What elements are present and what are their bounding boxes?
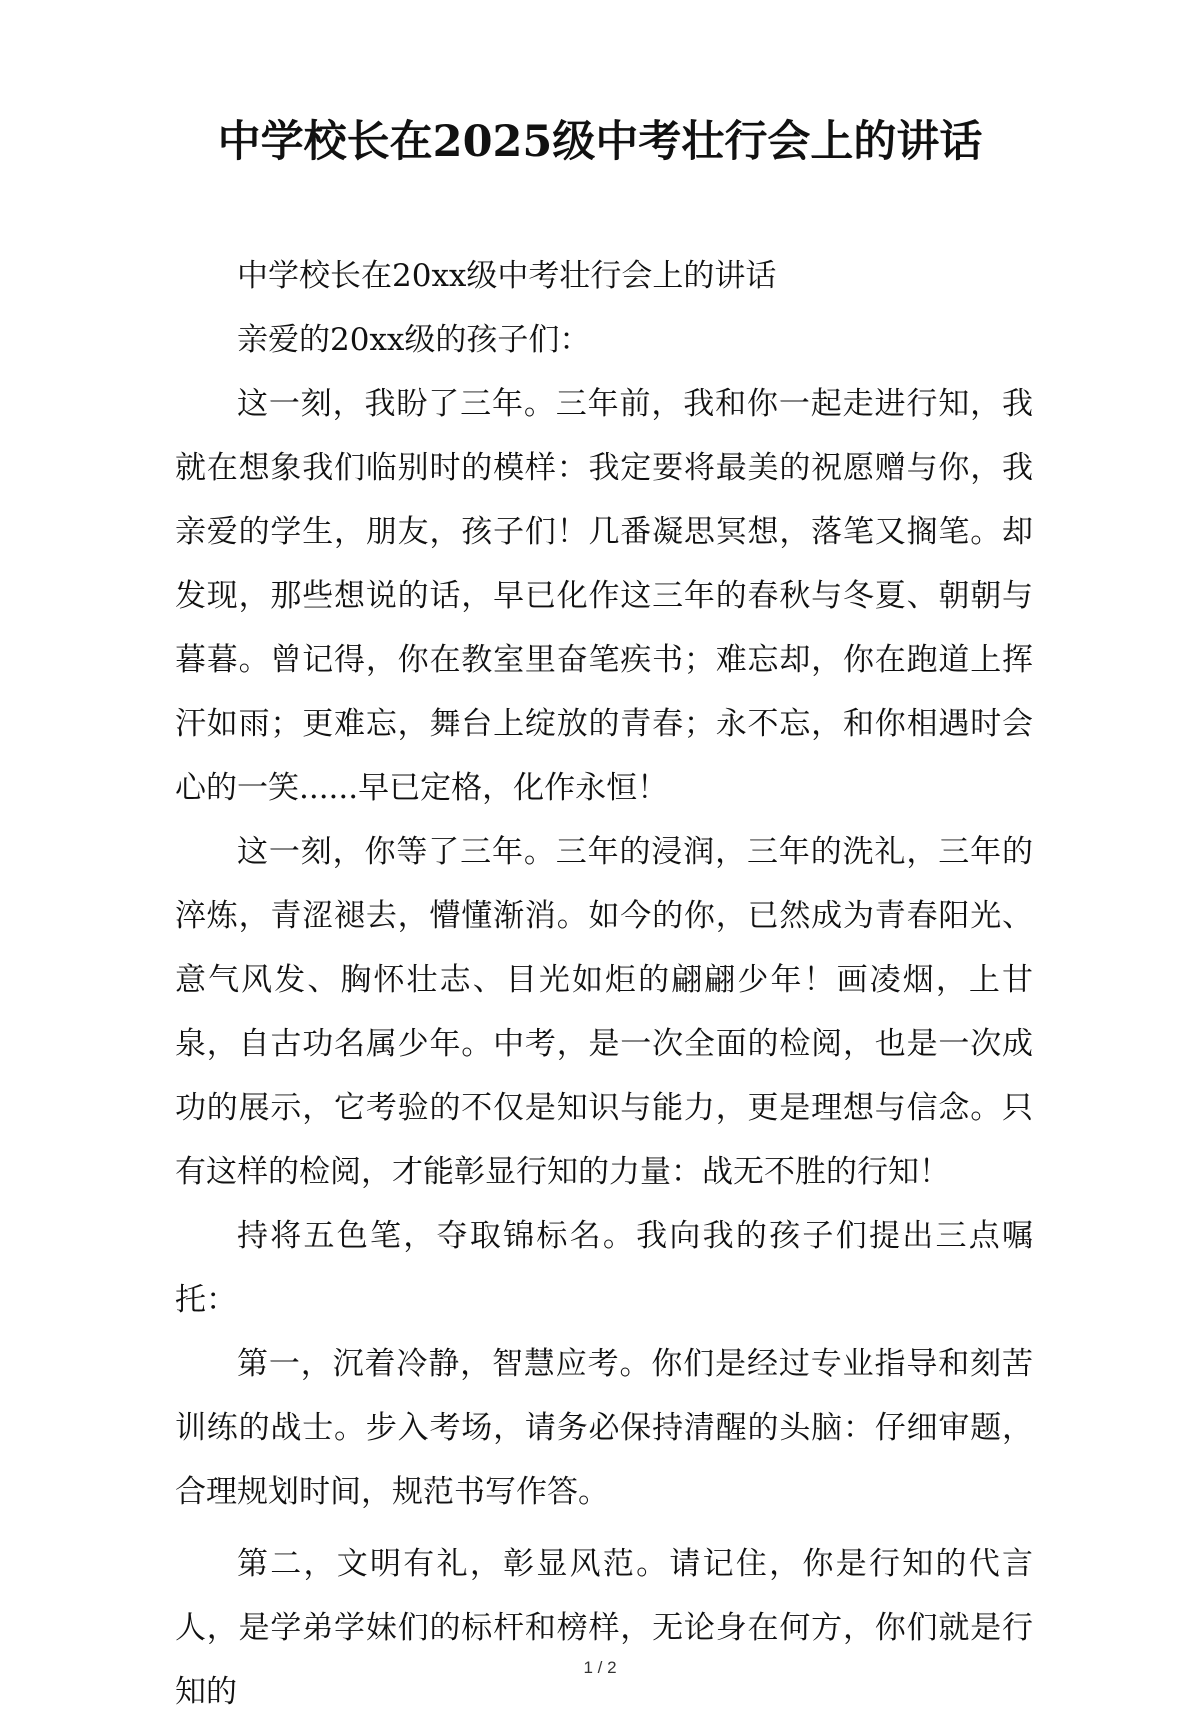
page-number: 1 / 2	[583, 1658, 617, 1677]
paragraph-heading-line: 中学校长在20xx级中考壮行会上的讲话	[237, 258, 777, 294]
paragraph-this-moment-you-waited: 这一刻，你等了三年。三年的浸润，三年的洗礼，三年的淬炼，青涩褪去，懵懂渐消。如今的你，已然成为青春阳光、意气风发、胸怀壮志、目光如炬的翩翩少年！画凌烟，上甘泉，自古功名属少年。中考，是一次全面的检阅，也是一次成功的展示，它考验的不仅是知识与能力，更是理想与信念。只有这样的检阅，才能彰显行知的力量：战无不胜的行知！	[175, 834, 1033, 1190]
paragraph-second-point: 第二，文明有礼，彰显风范。请记住，你是行知的代言人，是学弟学妹们的标杆和榜样，无论身在何方，你们就是行知的	[175, 1546, 1033, 1710]
document-title: 中学校长在2025级中考壮行会上的讲话	[217, 117, 983, 167]
paragraph-this-moment-i-waited: 这一刻，我盼了三年。三年前，我和你一起走进行知，我就在想象我们临别时的模样：我定要将最美的祝愿赠与你，我亲爱的学生，朋友，孩子们！几番凝思冥想，落笔又搁笔。却发现，那些想说的话，早已化作这三年的春秋与冬夏、朝朝与暮暮。曾记得，你在教室里奋笔疾书；难忘却，你在跑道上挥汗如雨；更难忘，舞台上绽放的青春；永不忘，和你相遇时会心的一笑......早已定格，化作永恒！	[175, 386, 1033, 806]
paragraph-first-point: 第一，沉着冷静，智慧应考。你们是经过专业指导和刻苦训练的战士。步入考场，请务必保持清醒的头脑：仔细审题，合理规划时间，规范书写作答。	[175, 1346, 1033, 1510]
paragraph-salutation: 亲爱的20xx级的孩子们：	[237, 322, 591, 358]
paragraph-three-entrustments: 持将五色笔，夺取锦标名。我向我的孩子们提出三点嘱托：	[175, 1218, 1033, 1318]
document-body	[175, 244, 1033, 1724]
